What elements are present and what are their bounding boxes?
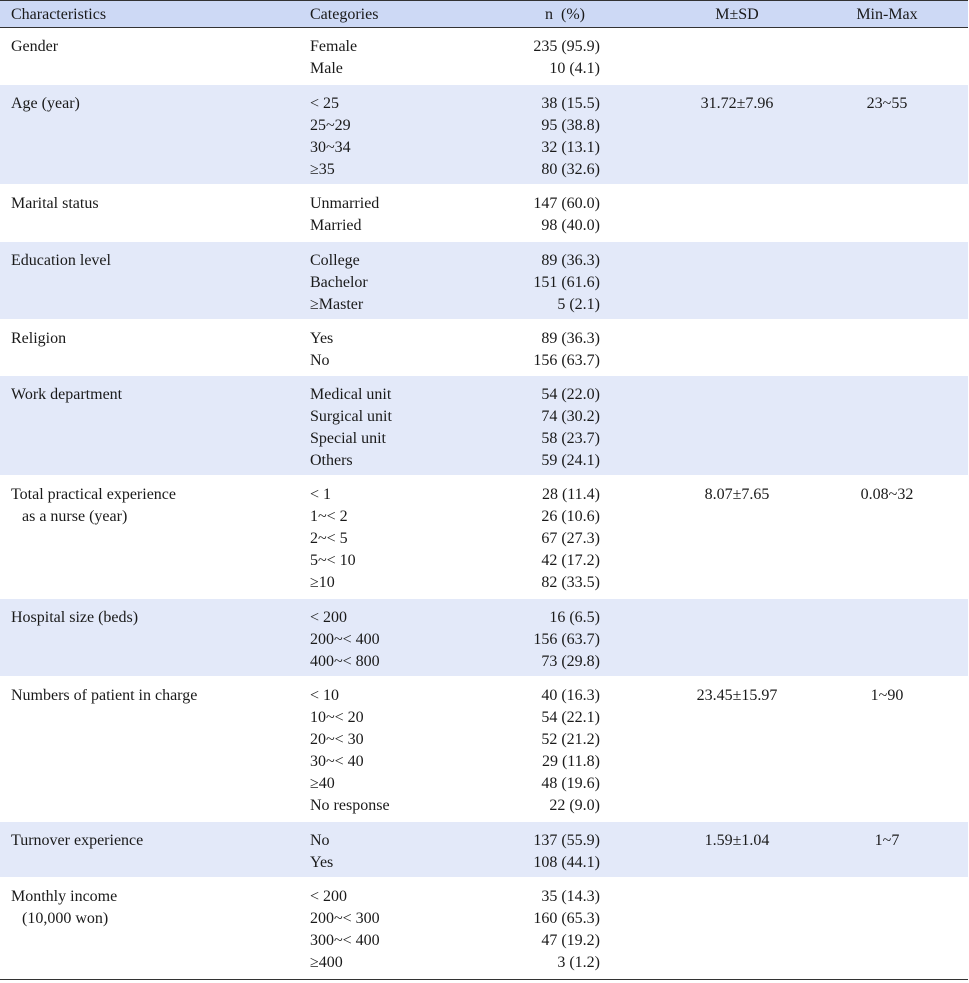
min-max-cell bbox=[812, 384, 962, 406]
header-characteristics: Characteristics bbox=[11, 6, 107, 23]
n-percent-value: 151 (61.6) bbox=[533, 274, 600, 291]
header-n-percent: n (%) bbox=[545, 6, 585, 23]
category-label: 300~< 400 bbox=[310, 932, 380, 949]
category-label: Medical unit bbox=[310, 386, 392, 403]
category-label: 20~< 30 bbox=[310, 731, 364, 748]
table-row-group bbox=[0, 822, 968, 878]
mean-sd-value bbox=[652, 607, 822, 629]
characteristic-cell bbox=[11, 384, 122, 406]
header-categories: Categories bbox=[310, 6, 379, 23]
category-label: < 200 bbox=[310, 888, 348, 905]
mean-sd-cell bbox=[652, 250, 822, 272]
n-percent-value: 16 (6.5) bbox=[549, 609, 600, 626]
n-percent-value: 54 (22.1) bbox=[541, 709, 600, 726]
category-label: 5~< 10 bbox=[310, 552, 356, 569]
category-cell bbox=[310, 193, 379, 237]
characteristic-cell bbox=[11, 250, 111, 272]
n-percent-value: 73 (29.8) bbox=[541, 653, 600, 670]
min-max-cell bbox=[812, 250, 962, 272]
characteristic-label: Work department bbox=[11, 386, 123, 403]
category-label: 30~< 40 bbox=[310, 753, 364, 770]
characteristic-cell bbox=[11, 193, 99, 215]
mean-sd-value bbox=[652, 250, 822, 272]
n-percent-value: 89 (36.3) bbox=[541, 252, 600, 269]
table-row-group bbox=[0, 28, 968, 85]
category-label: 2~< 5 bbox=[310, 530, 348, 547]
category-label: 1~< 2 bbox=[310, 508, 348, 525]
category-label: 25~29 bbox=[310, 117, 351, 134]
category-label: Married bbox=[310, 217, 362, 234]
characteristic-cell bbox=[11, 685, 197, 707]
category-cell bbox=[310, 328, 333, 372]
min-max-cell bbox=[812, 484, 962, 506]
characteristic-label: Monthly income bbox=[11, 888, 118, 905]
min-max-value bbox=[812, 250, 962, 272]
table-row-group bbox=[0, 320, 968, 376]
mean-sd-value: 1.59±1.04 bbox=[704, 832, 770, 849]
category-cell bbox=[310, 607, 380, 673]
n-percent-cell bbox=[440, 484, 600, 594]
category-label: ≥10 bbox=[310, 574, 335, 591]
min-max-cell bbox=[812, 36, 962, 58]
category-cell bbox=[310, 886, 380, 974]
category-label: College bbox=[310, 252, 360, 269]
n-percent-value: 80 (32.6) bbox=[541, 161, 600, 178]
table-row-group bbox=[0, 677, 968, 822]
mean-sd-cell bbox=[652, 886, 822, 908]
category-label: < 25 bbox=[310, 95, 340, 112]
mean-sd-cell bbox=[652, 685, 822, 707]
n-percent-cell bbox=[440, 607, 600, 673]
n-percent-value: 28 (11.4) bbox=[541, 486, 600, 503]
table-row-group bbox=[0, 242, 968, 320]
n-percent-value: 137 (55.9) bbox=[533, 832, 600, 849]
n-percent-value: 74 (30.2) bbox=[541, 408, 600, 425]
n-percent-cell bbox=[440, 886, 600, 974]
characteristic-label: Marital status bbox=[11, 195, 99, 212]
category-label: No response bbox=[310, 797, 390, 814]
min-max-cell bbox=[812, 607, 962, 629]
category-cell bbox=[310, 685, 390, 817]
category-label: Yes bbox=[310, 854, 334, 871]
table-body bbox=[0, 28, 968, 980]
characteristic-cell bbox=[11, 607, 138, 629]
n-percent-value: 156 (63.7) bbox=[533, 352, 600, 369]
category-cell bbox=[310, 830, 333, 874]
characteristic-label: Numbers of patient in charge bbox=[11, 687, 198, 704]
n-percent-cell bbox=[440, 250, 600, 316]
n-percent-value: 3 (1.2) bbox=[557, 954, 600, 971]
category-label: 200~< 300 bbox=[310, 910, 380, 927]
category-label: < 200 bbox=[310, 609, 348, 626]
n-percent-cell bbox=[440, 685, 600, 817]
characteristic-label: Total practical experience bbox=[11, 486, 176, 503]
table-row-group bbox=[0, 476, 968, 599]
mean-sd-cell bbox=[652, 328, 822, 350]
characteristic-cell bbox=[11, 484, 176, 528]
n-percent-value: 26 (10.6) bbox=[541, 508, 600, 525]
n-percent-cell bbox=[440, 830, 600, 874]
characteristic-cell bbox=[11, 93, 80, 115]
characteristic-label: Religion bbox=[11, 330, 67, 347]
category-label: No bbox=[310, 832, 330, 849]
mean-sd-value: 31.72±7.96 bbox=[700, 95, 774, 112]
n-percent-value: 89 (36.3) bbox=[541, 330, 600, 347]
min-max-value bbox=[812, 384, 962, 406]
n-percent-value: 82 (33.5) bbox=[541, 574, 600, 591]
header-mean-sd: M±SD bbox=[715, 6, 759, 23]
min-max-value bbox=[812, 193, 962, 215]
characteristic-label: Turnover experience bbox=[11, 832, 144, 849]
table-header bbox=[0, 0, 968, 28]
min-max-cell bbox=[812, 193, 962, 215]
table-row-group bbox=[0, 376, 968, 476]
n-percent-value: 48 (19.6) bbox=[541, 775, 600, 792]
n-percent-value: 22 (9.0) bbox=[549, 797, 600, 814]
characteristic-label: (10,000 won) bbox=[22, 910, 109, 927]
min-max-value bbox=[812, 886, 962, 908]
min-max-value bbox=[812, 36, 962, 58]
mean-sd-cell bbox=[652, 607, 822, 629]
n-percent-value: 235 (95.9) bbox=[533, 38, 600, 55]
category-label: Special unit bbox=[310, 430, 386, 447]
characteristic-label: Age (year) bbox=[11, 95, 80, 112]
category-cell bbox=[310, 250, 368, 316]
mean-sd-cell bbox=[652, 830, 822, 852]
n-percent-value: 29 (11.8) bbox=[541, 753, 600, 770]
category-cell bbox=[310, 93, 351, 181]
n-percent-value: 58 (23.7) bbox=[541, 430, 600, 447]
header-min-max: Min-Max bbox=[856, 6, 918, 23]
min-max-value bbox=[812, 328, 962, 350]
category-label: ≥Master bbox=[310, 296, 364, 313]
table-row-group bbox=[0, 878, 968, 980]
mean-sd-cell bbox=[652, 484, 822, 506]
n-percent-value: 35 (14.3) bbox=[541, 888, 600, 905]
category-label: ≥400 bbox=[310, 954, 343, 971]
n-percent-value: 108 (44.1) bbox=[533, 854, 600, 871]
mean-sd-cell bbox=[652, 384, 822, 406]
category-cell bbox=[310, 484, 356, 594]
mean-sd-value: 8.07±7.65 bbox=[704, 486, 770, 503]
min-max-value: 1~7 bbox=[874, 832, 900, 849]
mean-sd-value bbox=[652, 193, 822, 215]
category-label: 30~34 bbox=[310, 139, 351, 156]
min-max-cell bbox=[812, 830, 962, 852]
n-percent-cell bbox=[440, 193, 600, 237]
category-label: Female bbox=[310, 38, 358, 55]
n-percent-cell bbox=[440, 36, 600, 80]
characteristic-cell bbox=[11, 328, 66, 350]
category-label: < 10 bbox=[310, 687, 340, 704]
category-label: No bbox=[310, 352, 330, 369]
n-percent-value: 10 (4.1) bbox=[549, 60, 600, 77]
n-percent-value: 147 (60.0) bbox=[533, 195, 600, 212]
min-max-cell bbox=[812, 93, 962, 115]
min-max-value: 1~90 bbox=[870, 687, 904, 704]
n-percent-value: 32 (13.1) bbox=[541, 139, 600, 156]
n-percent-cell bbox=[440, 328, 600, 372]
n-percent-cell bbox=[440, 384, 600, 472]
category-cell bbox=[310, 36, 357, 80]
n-percent-value: 5 (2.1) bbox=[557, 296, 600, 313]
mean-sd-value bbox=[652, 384, 822, 406]
table-row-group bbox=[0, 85, 968, 185]
category-label: Yes bbox=[310, 330, 334, 347]
category-label: ≥35 bbox=[310, 161, 335, 178]
characteristic-label: as a nurse (year) bbox=[22, 508, 128, 525]
mean-sd-cell bbox=[652, 193, 822, 215]
category-label: Surgical unit bbox=[310, 408, 392, 425]
min-max-cell bbox=[812, 685, 962, 707]
mean-sd-value bbox=[652, 328, 822, 350]
n-percent-value: 95 (38.8) bbox=[541, 117, 600, 134]
min-max-cell bbox=[812, 886, 962, 908]
n-percent-value: 59 (24.1) bbox=[541, 452, 600, 469]
category-label: 10~< 20 bbox=[310, 709, 364, 726]
n-percent-value: 98 (40.0) bbox=[541, 217, 600, 234]
n-percent-value: 54 (22.0) bbox=[541, 386, 600, 403]
mean-sd-value bbox=[652, 36, 822, 58]
category-label: 400~< 800 bbox=[310, 653, 380, 670]
category-label: 200~< 400 bbox=[310, 631, 380, 648]
category-label: Others bbox=[310, 452, 353, 469]
category-label: ≥40 bbox=[310, 775, 335, 792]
n-percent-value: 47 (19.2) bbox=[541, 932, 600, 949]
category-label: Bachelor bbox=[310, 274, 368, 291]
category-label: < 1 bbox=[310, 486, 332, 503]
n-percent-value: 40 (16.3) bbox=[541, 687, 600, 704]
n-percent-value: 160 (65.3) bbox=[533, 910, 600, 927]
category-label: Male bbox=[310, 60, 343, 77]
min-max-value: 23~55 bbox=[866, 95, 908, 112]
n-percent-value: 38 (15.5) bbox=[541, 95, 600, 112]
n-percent-value: 67 (27.3) bbox=[541, 530, 600, 547]
min-max-value bbox=[812, 607, 962, 629]
min-max-value: 0.08~32 bbox=[860, 486, 914, 503]
characteristic-cell bbox=[11, 886, 117, 930]
mean-sd-cell bbox=[652, 36, 822, 58]
characteristic-label: Gender bbox=[11, 38, 59, 55]
table-row-group bbox=[0, 185, 968, 242]
mean-sd-value bbox=[652, 886, 822, 908]
min-max-cell bbox=[812, 328, 962, 350]
mean-sd-value: 23.45±15.97 bbox=[696, 687, 778, 704]
mean-sd-cell bbox=[652, 93, 822, 115]
n-percent-value: 156 (63.7) bbox=[533, 631, 600, 648]
characteristic-cell bbox=[11, 830, 143, 852]
n-percent-value: 52 (21.2) bbox=[541, 731, 600, 748]
characteristic-label: Hospital size (beds) bbox=[11, 609, 139, 626]
n-percent-value: 42 (17.2) bbox=[541, 552, 600, 569]
table-row-group bbox=[0, 599, 968, 677]
category-label: Unmarried bbox=[310, 195, 380, 212]
characteristic-label: Education level bbox=[11, 252, 111, 269]
characteristic-cell bbox=[11, 36, 58, 58]
category-cell bbox=[310, 384, 392, 472]
n-percent-cell bbox=[440, 93, 600, 181]
